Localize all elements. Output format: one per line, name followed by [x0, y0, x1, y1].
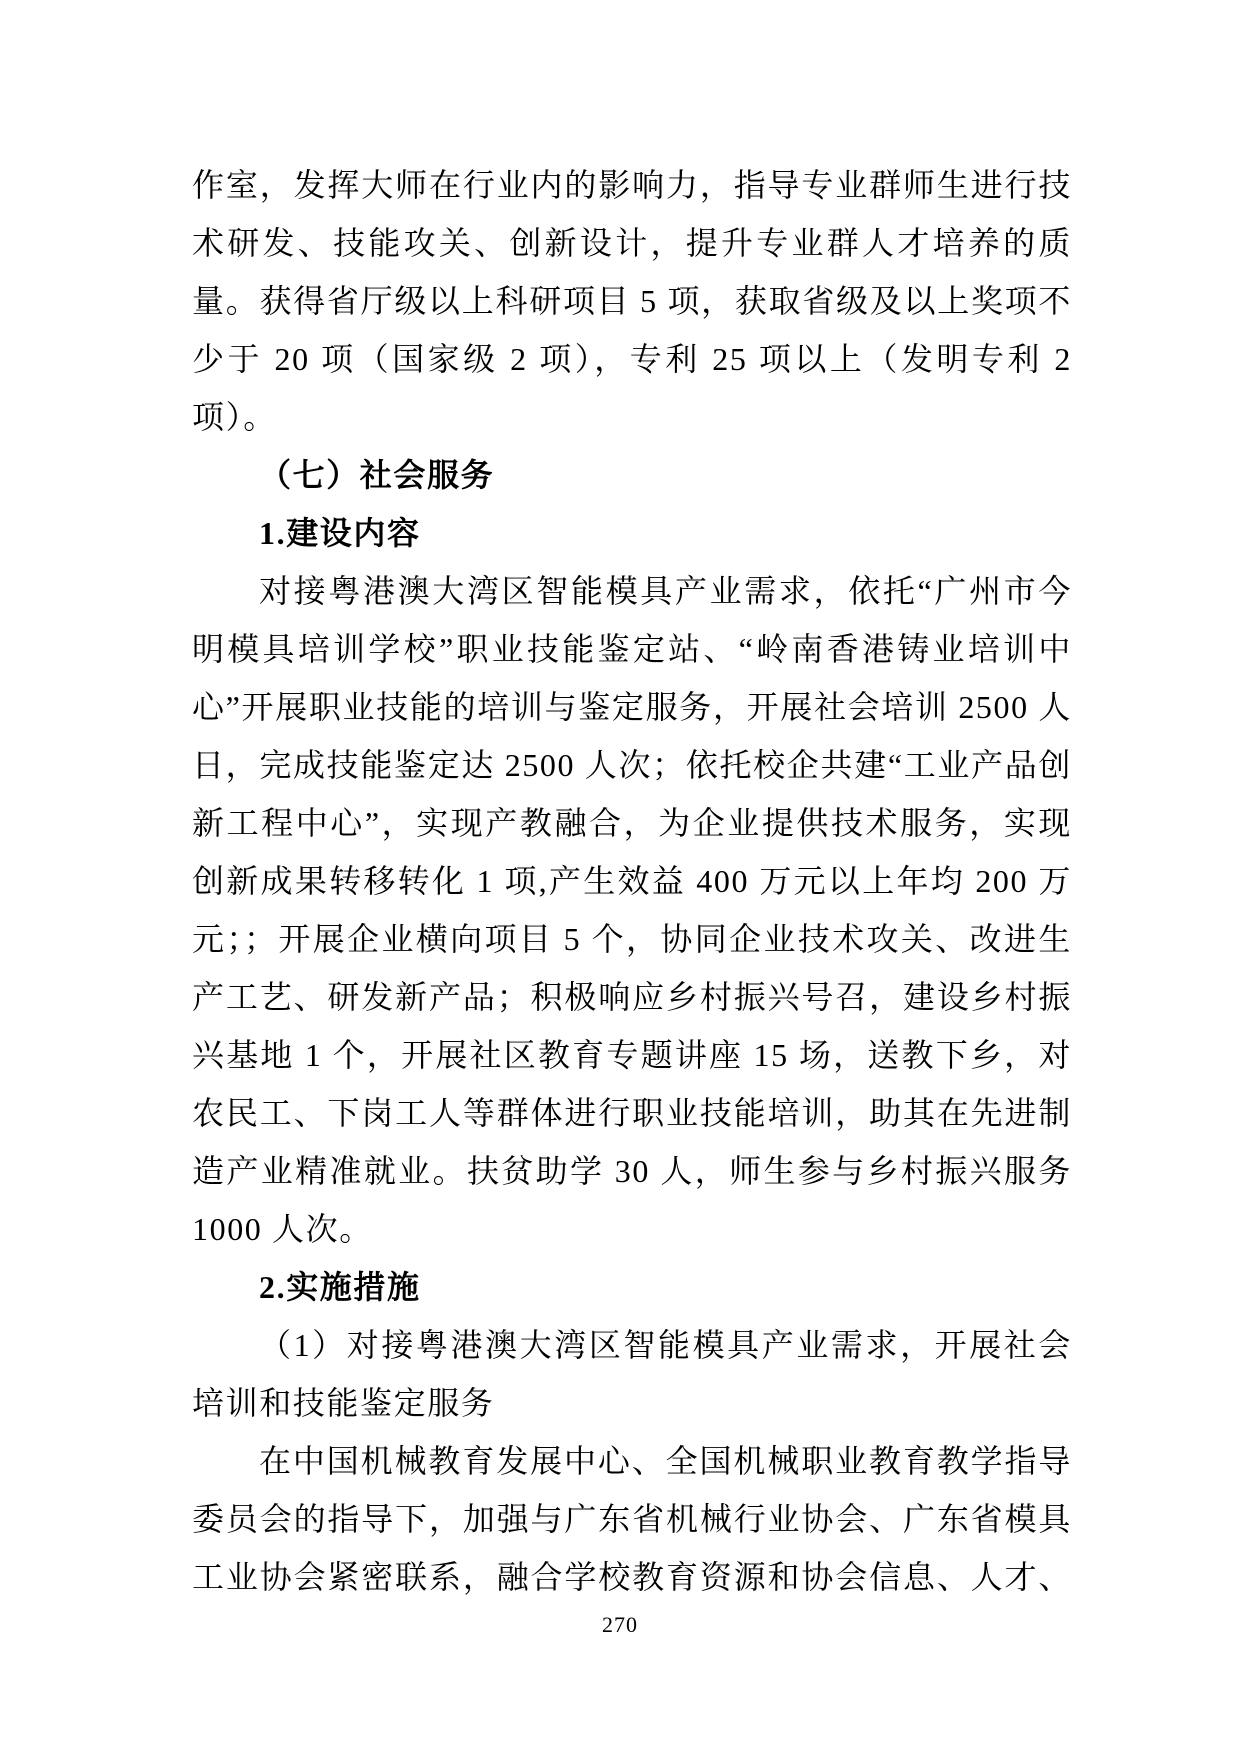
page-number: 270 [602, 1612, 638, 1637]
document-content [192, 156, 1072, 1606]
section-heading-society-service: （七）社会服务 [259, 457, 495, 493]
subsection-heading-construction-content: 1.建设内容 [259, 515, 421, 551]
paragraph-measure-1-body: 在中国机械教育发展中心、全国机械职业教育教学指导委员会的指导下，加强与广东省机械行业协会、广东省模具工业协会紧密联系，融合学校教育资源和协会信息、人才、 [192, 1443, 1072, 1595]
paragraph-continuation: 作室，发挥大师在行业内的影响力，指导专业群师生进行技术研发、技能攻关、创新设计，提升专业群人才培养的质量。获得省厅级以上科研项目 5 项，获取省级及以上奖项不少于 20 项（国家级 2 项），专利 25 项以上（发明专利 2 项）。 [192, 167, 1072, 435]
paragraph-measure-1-title: （1）对接粤港澳大湾区智能模具产业需求，开展社会培训和技能鉴定服务 [192, 1327, 1072, 1421]
subsection-heading-implementation-measures: 2.实施措施 [259, 1269, 421, 1305]
paragraph-construction-content: 对接粤港澳大湾区智能模具产业需求，依托“广州市今明模具培训学校”职业技能鉴定站、“岭南香港铸业培训中心”开展职业技能的培训与鉴定服务，开展社会培训 2500 人日，完成技能鉴定达 2500 人次；依托校企共建“工业产品创新工程中心”，实现产教融合，为企业提供技术服务，实现创新成果转移转化 1 项,产生效益 400 万元以上年均 200 万元；；开展企业横向项目 5 个，协同企业技术攻关、改进生产工艺、研发新产品；积极响应乡村振兴号召，建设乡村振兴基地 1 个，开展社区教育专题讲座 15 场，送教下乡，对农民工、下岗工人等群体进行职业技能培训，助其在先进制造产业精准就业。扶贫助学 30 人，师生参与乡村振兴服务 1000 人次。 [192, 573, 1072, 1247]
